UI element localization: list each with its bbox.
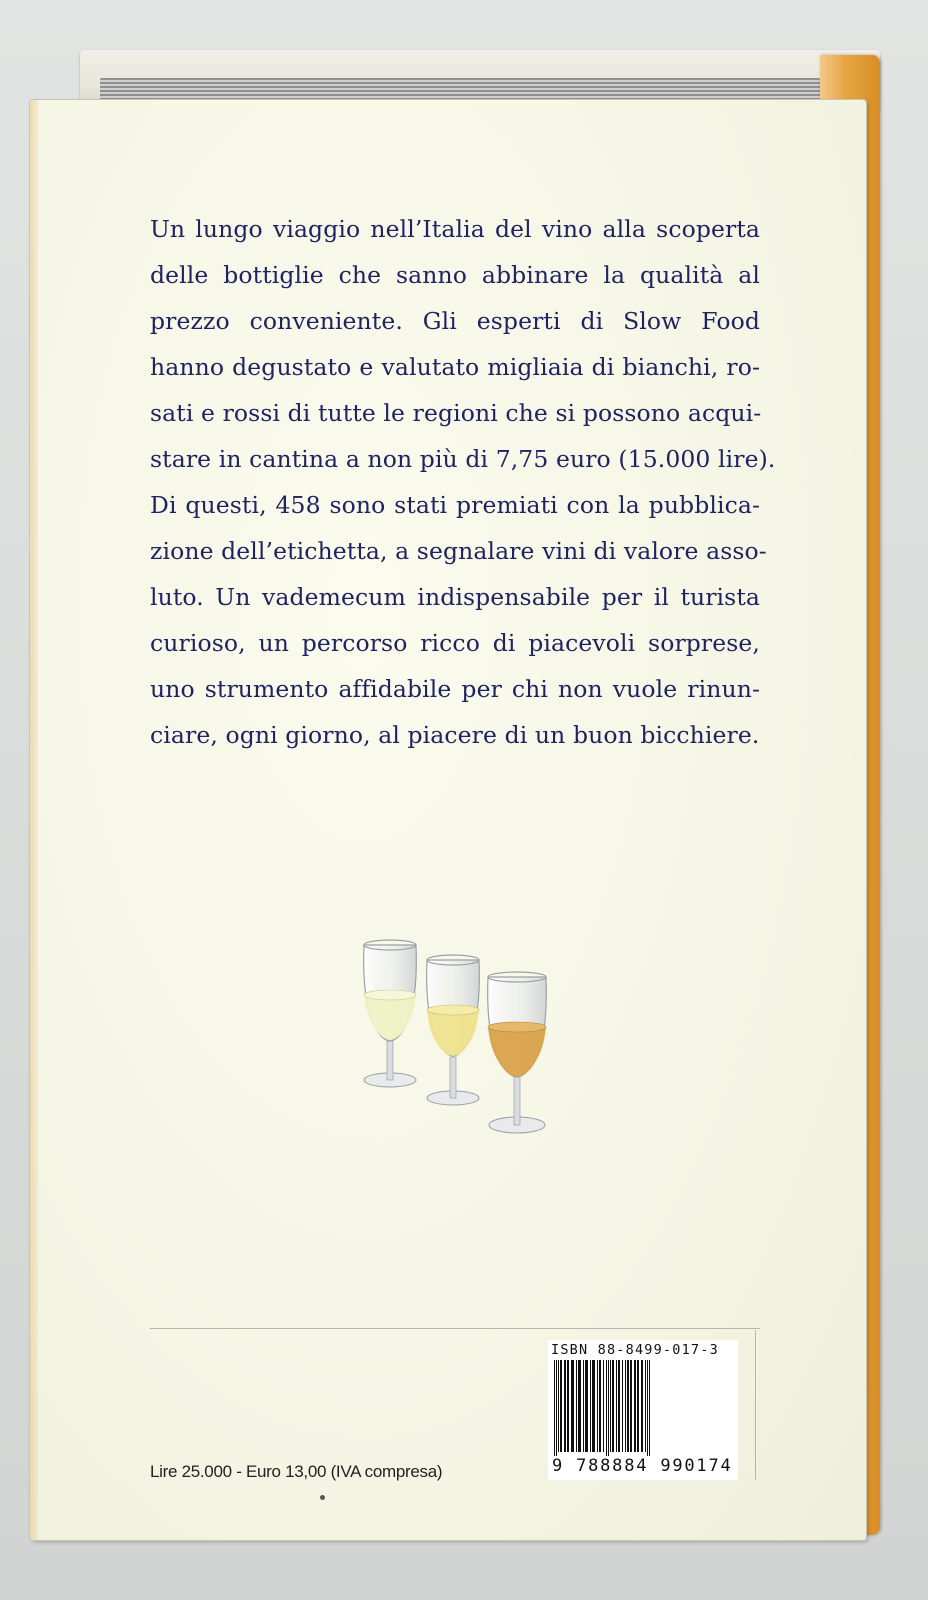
wine-glasses-illustration xyxy=(350,935,560,1140)
page-block xyxy=(100,78,820,100)
corner-mark xyxy=(755,1330,756,1480)
bottom-divider xyxy=(150,1328,760,1329)
back-cover-blurb xyxy=(150,206,776,758)
blurb-line: prezzo conveniente. Gli esperti di Slow Food xyxy=(150,307,760,335)
barcode-icon xyxy=(552,1360,732,1460)
blurb-line: Un lungo viaggio nell’Italia del vino alla scoperta xyxy=(150,215,760,243)
ean-number: 9 788884 990174 xyxy=(552,1456,733,1476)
glass-golden-wine-icon xyxy=(427,955,480,1105)
blurb-line: stare in cantina a non più di 7,75 euro (15.000 lire). xyxy=(150,445,776,473)
blurb-line: hanno degustato e valutato migliaia di bianchi, ro- xyxy=(150,353,760,381)
glass-white-wine-icon xyxy=(364,940,417,1087)
price-label: Lire 25.000 - Euro 13,00 (IVA compresa) xyxy=(150,1462,443,1481)
blurb-line: ciare, ogni giorno, al piacere di un buon bicchiere. xyxy=(150,721,760,749)
blurb-line: sati e rossi di tutte le regioni che si possono acqui- xyxy=(150,399,762,427)
glass-amber-wine-icon xyxy=(488,972,547,1133)
dot-mark xyxy=(320,1495,325,1500)
cover-left-edge xyxy=(30,100,38,1540)
blurb-line: Di questi, 458 sono stati premiati con la pubblica- xyxy=(150,491,760,519)
blurb-line: luto. Un vademecum indispensabile per il turista xyxy=(150,583,760,611)
blurb-line: uno strumento affidabile per chi non vuole rinun- xyxy=(150,675,760,703)
isbn-number: ISBN 88-8499-017-3 xyxy=(551,1342,719,1358)
blurb-line: delle bottiglie che sanno abbinare la qualità al xyxy=(150,261,760,289)
blurb-line: zione dell’etichetta, a segnalare vini di valore asso- xyxy=(150,537,767,565)
blurb-line: curioso, un percorso ricco di piacevoli sorprese, xyxy=(150,629,760,657)
